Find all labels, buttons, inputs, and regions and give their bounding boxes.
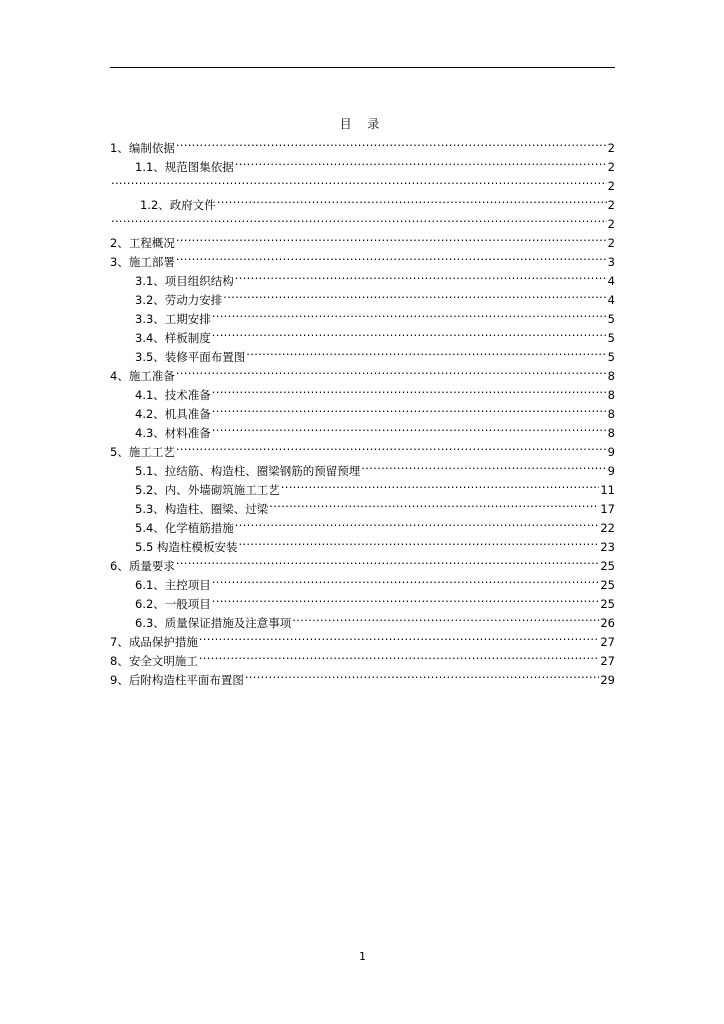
toc-entry-page: 22 (600, 521, 615, 535)
toc-entry-page: 23 (600, 540, 615, 554)
toc-entry-page: 8 (607, 426, 615, 440)
toc-dot-leader (281, 475, 600, 494)
toc-entry-page: 17 (600, 502, 615, 516)
toc-entry-label: 5、施工工艺 (110, 445, 175, 459)
toc-entry-page: 9 (607, 464, 615, 478)
toc-entry-label: 6、质量要求 (110, 559, 175, 573)
toc-entry-label: 6.2、一般项目 (135, 597, 211, 611)
toc-entry-page: 25 (600, 559, 615, 573)
toc-entry-page: 2 (607, 179, 615, 193)
toc-dot-leader (111, 209, 607, 228)
toc-dot-leader (212, 418, 607, 437)
toc-dot-leader (111, 171, 607, 190)
toc-dot-leader (235, 513, 600, 532)
toc-entry[interactable] (110, 209, 615, 231)
toc-entry[interactable] (110, 551, 615, 573)
toc-entry[interactable] (110, 380, 615, 402)
toc-dot-leader (212, 380, 607, 399)
toc-entry-label: 4、施工准备 (110, 369, 175, 383)
toc-dot-leader (292, 608, 599, 627)
toc-dot-leader (176, 247, 607, 266)
toc-entry-label: 1、编制依据 (110, 141, 175, 155)
toc-dot-leader (235, 152, 607, 171)
toc-entry[interactable] (110, 171, 615, 193)
toc-dot-leader (269, 494, 599, 513)
toc-entry[interactable] (110, 152, 615, 174)
toc-entry-label: 3.2、劳动力安排 (135, 293, 223, 307)
toc-dot-leader (212, 323, 607, 342)
toc-dot-leader (176, 551, 600, 570)
toc-title: 目 录 (339, 117, 386, 131)
toc-dot-leader (212, 570, 600, 589)
toc-dot-leader (217, 190, 607, 209)
toc-entry[interactable] (110, 247, 615, 269)
toc-dot-leader (212, 399, 607, 418)
toc-dot-leader (245, 665, 600, 684)
toc-entry-page: 2 (607, 141, 615, 155)
toc-entry-page: 2 (607, 198, 615, 212)
toc-entry-page: 11 (600, 483, 615, 497)
toc-entry-page: 3 (607, 255, 615, 269)
toc-entry-label: 1.1、规范图集依据 (135, 160, 234, 174)
toc-entry[interactable] (110, 456, 615, 478)
toc-entry-label: 8、安全文明施工 (110, 654, 198, 668)
toc-entry-page: 5 (607, 350, 615, 364)
toc-entry-label: 5.3、构造柱、圈梁、过梁 (135, 502, 269, 516)
toc-dot-leader (246, 342, 606, 361)
toc-entry-label: 3、施工部署 (110, 255, 175, 269)
toc-entry-page: 4 (607, 293, 615, 307)
toc-entry[interactable] (110, 361, 615, 383)
toc-entry-label: 3.4、样板制度 (135, 331, 211, 345)
toc-dot-leader (176, 361, 607, 380)
toc-entry-label: 4.1、技术准备 (135, 388, 211, 402)
toc-dot-leader (223, 285, 606, 304)
toc-entry-label: 5.4、化学植筋措施 (135, 521, 234, 535)
toc-entry-page: 26 (600, 616, 615, 630)
toc-entry-page: 27 (600, 654, 615, 668)
toc-entry-page: 2 (607, 217, 615, 231)
toc-entry-label: 6.3、质量保证措施及注意事项 (135, 616, 292, 630)
toc-entry[interactable] (110, 570, 615, 592)
toc-entry[interactable] (110, 266, 615, 288)
toc-dot-leader (212, 589, 600, 608)
toc-entry-page: 29 (600, 673, 615, 687)
toc-entry[interactable] (110, 133, 615, 155)
toc-entry[interactable] (110, 228, 615, 250)
toc-entry-page: 2 (607, 160, 615, 174)
toc-entry-page: 4 (607, 274, 615, 288)
toc-entry-page: 8 (607, 388, 615, 402)
toc-entry-label: 4.3、材料准备 (135, 426, 211, 440)
toc-entry-page: 5 (607, 312, 615, 326)
toc-entry-page: 2 (607, 236, 615, 250)
toc-entry-label: 2、工程概况 (110, 236, 175, 250)
toc-dot-leader (361, 456, 606, 475)
toc-dot-leader (199, 646, 600, 665)
header-rule (110, 67, 615, 68)
toc-dot-leader (176, 133, 607, 152)
toc-entry-label: 6.1、主控项目 (135, 578, 211, 592)
toc-entry-label: 3.1、项目组织结构 (135, 274, 234, 288)
toc-entry-label: 5.1、拉结筋、构造柱、圈梁钢筋的预留预埋 (135, 464, 361, 478)
toc-entry-label: 5.2、内、外墙砌筑施工工艺 (135, 483, 280, 497)
toc-entry-label: 4.2、机具准备 (135, 407, 211, 421)
toc-entry-label: 5.5 构造柱模板安装 (135, 540, 238, 554)
toc-dot-leader (212, 304, 607, 323)
toc-entry-page: 8 (607, 369, 615, 383)
toc-entry-label: 7、成品保护措施 (110, 635, 198, 649)
toc-dot-leader (235, 266, 607, 285)
toc-entry-page: 25 (600, 578, 615, 592)
toc-entry-page: 5 (607, 331, 615, 345)
toc-entry[interactable] (110, 190, 615, 212)
page-number: 1 (359, 950, 366, 963)
toc-entry[interactable] (110, 437, 615, 459)
toc-dot-leader (176, 228, 607, 247)
toc-entry-page: 25 (600, 597, 615, 611)
toc-entry-label: 1.2、政府文件 (140, 198, 216, 212)
toc-entry-page: 8 (607, 407, 615, 421)
toc-dot-leader (238, 532, 599, 551)
toc-entry-page: 9 (607, 445, 615, 459)
toc-dot-leader (199, 627, 600, 646)
toc-list (110, 133, 615, 687)
toc-dot-leader (176, 437, 607, 456)
toc-entry-label: 3.3、工期安排 (135, 312, 211, 326)
toc-entry-label: 9、后附构造柱平面布置图 (110, 673, 244, 687)
toc-entry-page: 27 (600, 635, 615, 649)
toc-entry-label: 3.5、装修平面布置图 (135, 350, 246, 364)
